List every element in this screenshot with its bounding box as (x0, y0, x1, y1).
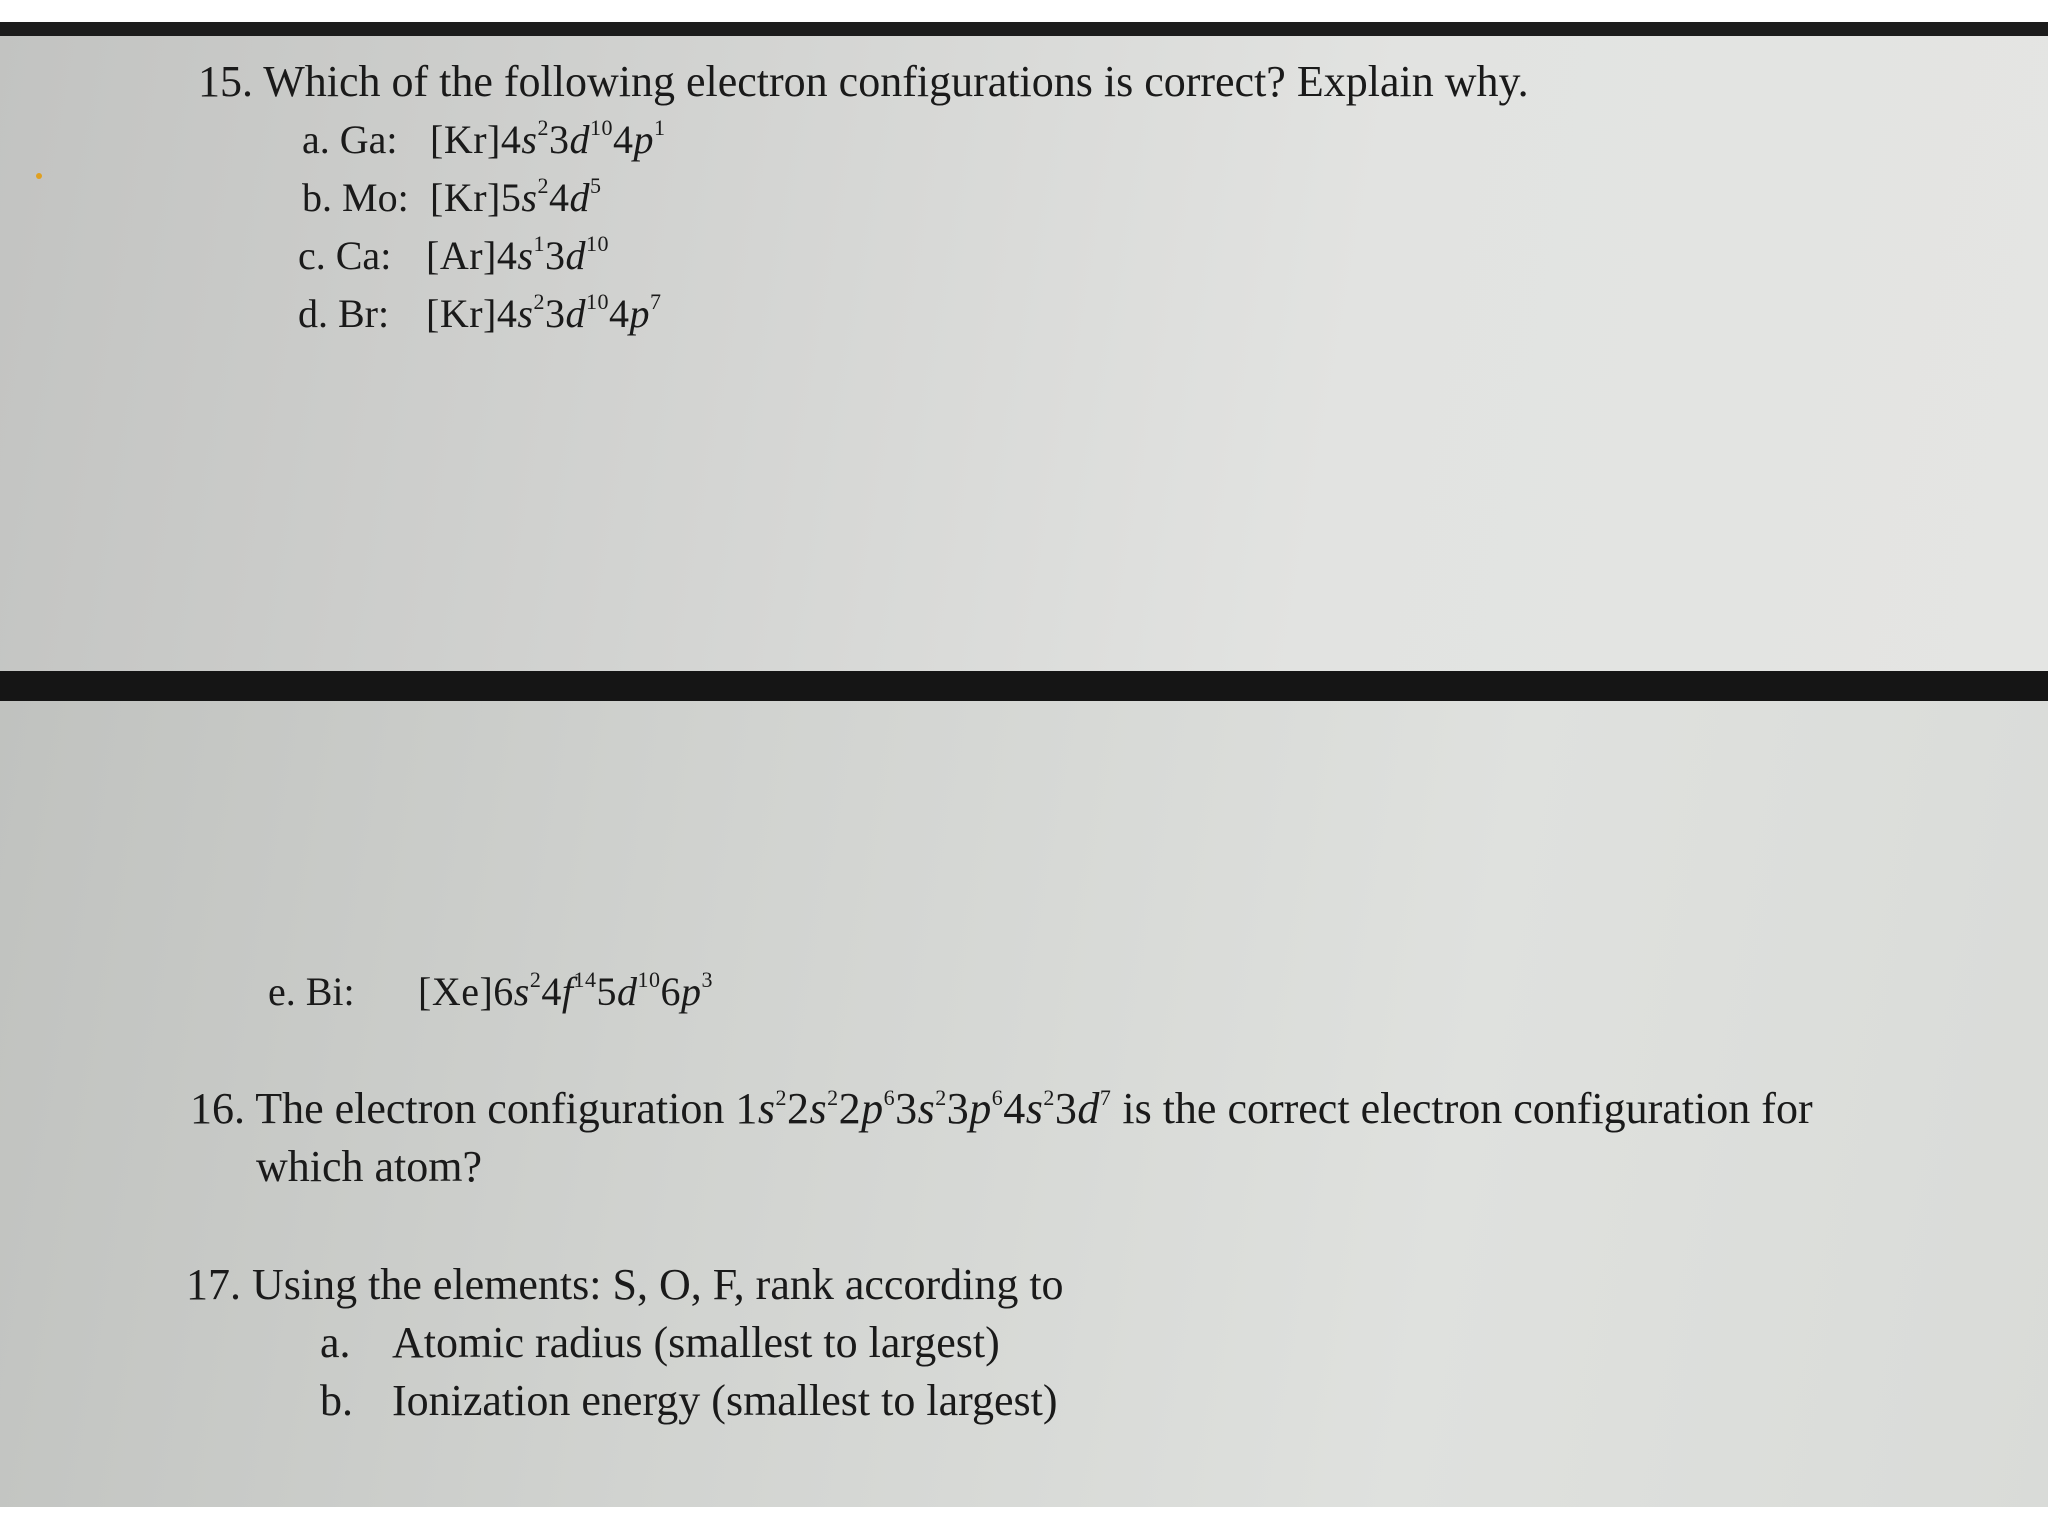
shell-number: 3 (1054, 1084, 1078, 1133)
orbital-letter: d (1077, 1084, 1100, 1133)
shell-number: 2 (838, 1084, 862, 1133)
option-e-label: e. Bi: (268, 969, 355, 1014)
orbital-letter: s (517, 233, 534, 278)
shell-number: 4 (496, 291, 518, 336)
option-c-config (426, 233, 609, 278)
electron-count: 3 (701, 967, 713, 992)
option-d-label: d. Br: (298, 291, 390, 336)
electron-count: 2 (537, 173, 549, 198)
orbital-letter: d (569, 117, 590, 162)
shell-number: 1 (735, 1084, 758, 1133)
lower-panel (0, 701, 2048, 1507)
shell-number: 2 (786, 1084, 810, 1133)
item-b-text: Ionization energy (smallest to largest) (392, 1376, 1058, 1425)
electron-count: 10 (637, 967, 661, 992)
option-a-config (430, 117, 665, 162)
orbital-letter: p (861, 1084, 884, 1133)
electron-count: 2 (1043, 1085, 1055, 1110)
electron-count: 7 (1099, 1085, 1112, 1110)
electron-count: 5 (589, 173, 602, 198)
orbital-letter: p (969, 1084, 992, 1133)
orbital-letter: s (1025, 1084, 1044, 1133)
electron-count: 2 (935, 1085, 947, 1110)
option-a-label: a. Ga: (302, 117, 398, 162)
top-dark-bar (0, 22, 2048, 36)
top-margin (0, 0, 2048, 22)
question-16-continuation: which atom? (256, 1142, 483, 1191)
item-b-label: b. (320, 1376, 353, 1425)
question-16-config (735, 1084, 1111, 1133)
option-a (302, 114, 665, 166)
question-15-title: 15. Which of the following electron configurations is correct? Explain why. (198, 57, 1529, 106)
noble-gas-core: [Xe] (418, 969, 494, 1014)
shell-number: 5 (500, 175, 522, 220)
noble-gas-core: [Ar] (426, 233, 497, 278)
noble-gas-core: [Kr] (430, 175, 501, 220)
question-17-item-b (320, 1375, 1058, 1427)
shell-number: 5 (596, 969, 617, 1014)
bottom-margin (0, 1507, 2048, 1533)
orbital-letter: d (565, 291, 586, 336)
orbital-letter: d (616, 969, 638, 1014)
shell-number: 4 (496, 233, 518, 278)
shell-number: 4 (541, 969, 562, 1014)
option-e (268, 966, 713, 1018)
stray-mark (36, 173, 42, 179)
question-17-item-a (320, 1317, 1000, 1369)
orbital-letter: p (680, 969, 702, 1014)
electron-count: 1 (653, 115, 666, 140)
question-17: 17. Using the elements: S, O, F, rank according to (186, 1260, 1064, 1309)
noble-gas-core: [Kr] (430, 117, 501, 162)
option-b (302, 172, 601, 224)
orbital-letter: s (757, 1084, 776, 1133)
shell-number: 6 (493, 969, 514, 1014)
middle-dark-bar (0, 671, 2048, 701)
electron-count: 6 (883, 1085, 896, 1110)
orbital-letter: f (561, 969, 574, 1014)
electron-count: 7 (649, 289, 662, 314)
option-b-config (430, 175, 601, 220)
shell-number: 6 (660, 969, 681, 1014)
orbital-letter: d (569, 175, 590, 220)
electron-count: 2 (533, 289, 545, 314)
option-d (298, 288, 661, 340)
shell-number: 3 (548, 117, 570, 162)
shell-number: 4 (612, 117, 634, 162)
orbital-letter: s (917, 1084, 936, 1133)
shell-number: 4 (608, 291, 630, 336)
electron-count: 2 (775, 1085, 787, 1110)
question-16-suffix: is the correct electron configuration for (1122, 1084, 1813, 1133)
orbital-letter: s (517, 291, 534, 336)
shell-number: 3 (895, 1084, 918, 1133)
orbital-letter: s (521, 117, 538, 162)
shell-number: 4 (1003, 1084, 1026, 1133)
shell-number: 3 (544, 233, 566, 278)
orbital-letter: p (633, 117, 654, 162)
electron-count: 10 (585, 289, 609, 314)
noble-gas-core: [Kr] (426, 291, 497, 336)
electron-count: 2 (537, 115, 549, 140)
shell-number: 3 (946, 1084, 970, 1133)
electron-count: 10 (589, 115, 613, 140)
electron-count: 2 (529, 967, 542, 992)
electron-count: 1 (533, 231, 545, 256)
option-b-label: b. Mo: (302, 175, 409, 220)
option-c (298, 230, 609, 282)
option-d-config (426, 291, 661, 336)
question-16-prefix: 16. The electron configuration (190, 1084, 725, 1133)
orbital-letter: p (629, 291, 650, 336)
orbital-letter: s (809, 1084, 828, 1133)
orbital-letter: d (565, 233, 586, 278)
shell-number: 3 (544, 291, 566, 336)
question-16 (190, 1083, 1813, 1135)
shell-number: 4 (548, 175, 570, 220)
item-a-label: a. (320, 1318, 351, 1367)
orbital-letter: s (513, 969, 530, 1014)
electron-count: 6 (991, 1085, 1004, 1110)
orbital-letter: s (521, 175, 538, 220)
option-c-label: c. Ca: (298, 233, 392, 278)
item-a-text: Atomic radius (smallest to largest) (392, 1318, 1000, 1367)
shell-number: 4 (500, 117, 522, 162)
electron-count: 2 (827, 1085, 839, 1110)
electron-count: 14 (573, 967, 597, 992)
upper-panel (0, 36, 2048, 671)
electron-count: 10 (585, 231, 609, 256)
option-e-config (418, 969, 713, 1014)
